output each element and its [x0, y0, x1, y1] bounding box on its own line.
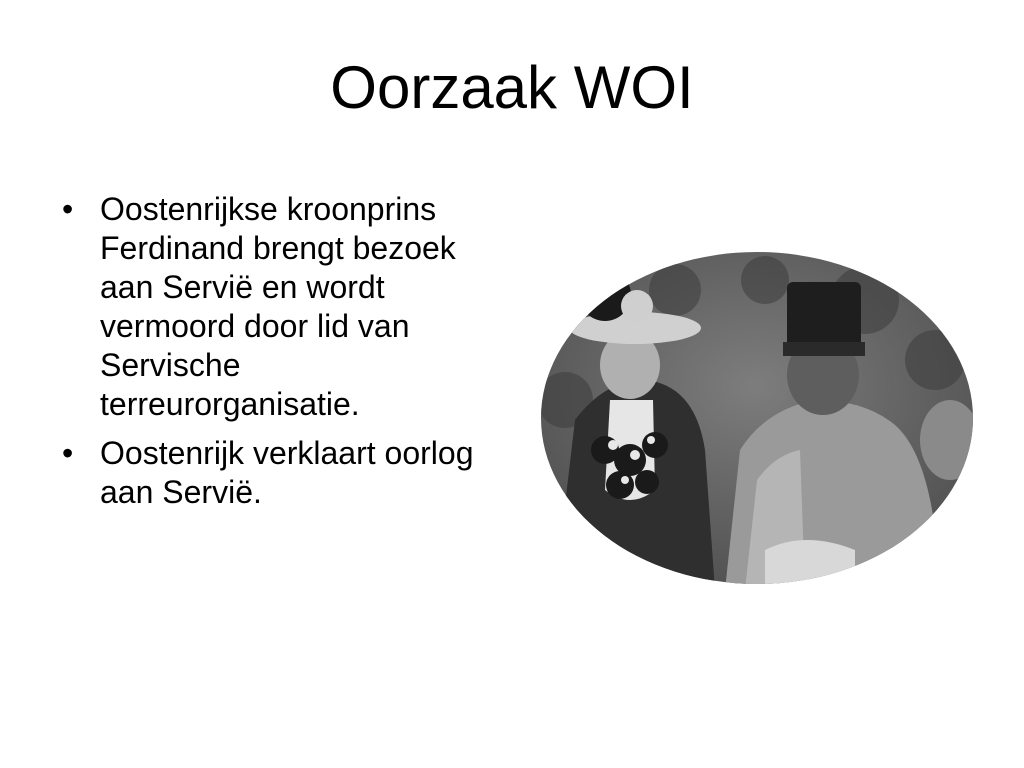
bullet-text: Oostenrijkse kroonprins Ferdinand brengt bezoek aan Servië en wordt vermoord door lid van Servische terreurorganisatie.: [100, 191, 456, 422]
bullet-item: [60, 190, 500, 424]
historical-photo: [535, 250, 975, 590]
slide-title: Oorzaak WOI: [330, 54, 694, 121]
bullet-item: [60, 434, 500, 512]
bullet-list: [60, 190, 500, 522]
bullet-symbol: •: [62, 435, 74, 471]
photo-illustration: [535, 250, 975, 590]
bullet-symbol: •: [62, 191, 74, 227]
bullet-text: Oostenrijk verklaart oorlog aan Servië.: [100, 435, 474, 510]
